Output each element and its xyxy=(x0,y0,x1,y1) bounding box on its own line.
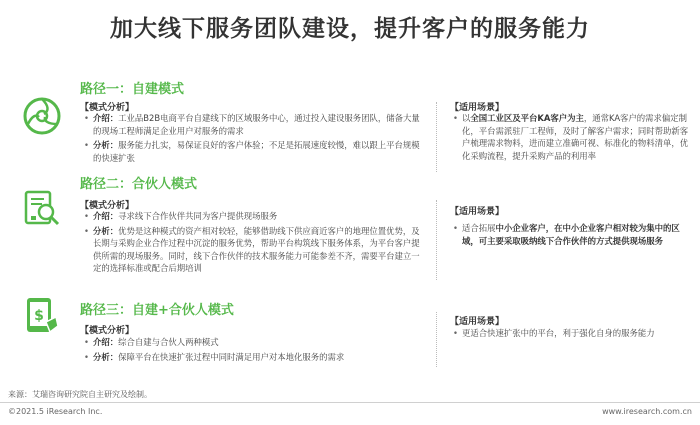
path-1-scene xyxy=(452,112,692,164)
path-1-title: 路径一：自建模式 xyxy=(80,82,185,97)
footer-divider xyxy=(0,402,700,403)
svg-text:$: $ xyxy=(34,308,44,324)
path-2-analysis-item: • 分析：优势是这种模式的资产相对较轻，能够借助线下供应商近客户的地理位置优势，及长期与采购企业合作过程中沉淀的服务优势，帮助平台构筑线下服务体系，为平台客户提供所需的现场服务。同时，线下合作伙伴的技术服务能力可能参差不齐，需要平台建立一定的选择标准或配合后期培训 xyxy=(83,225,423,275)
path-3-title: 路径三：自建+合伙人模式 xyxy=(80,303,234,318)
source-note: 来源：艾瑞咨询研究院自主研究及绘制。 xyxy=(8,390,152,399)
path-2-scene-item: • 适合拓展中小企业客户，在中小企业客户相对较为集中的区域，可主要采取吸纳线下合作伙伴的方式提供现场服务 xyxy=(452,222,692,247)
path-2-divider xyxy=(436,200,437,280)
path-3-scene-item: • 更适合快速扩张中的平台，利于强化自身的服务能力 xyxy=(452,327,692,340)
path-1-divider xyxy=(436,102,437,172)
path-2-analysis xyxy=(83,210,423,277)
path-2-title: 路径二：合伙人模式 xyxy=(80,177,198,192)
path-1-analysis-head: 【模式分析】 xyxy=(80,103,135,113)
self-build-icon xyxy=(22,96,62,136)
path-2-scene-head: 【适用场景】 xyxy=(450,207,505,217)
path-1-intro: • 介绍：工业品B2B电商平台自建线下的区域服务中心，通过投入建设服务团队，储备大量的现场工程师满足企业用户对服务的需求 xyxy=(83,112,423,137)
copyright: ©2021.5 iResearch Inc. xyxy=(8,407,103,416)
page-title: 加大线下服务团队建设，提升客户的服务能力 xyxy=(110,16,590,42)
website-link[interactable]: www.iresearch.com.cn xyxy=(602,407,692,416)
path-1-scene-item: • 以全国工业区及平台KA客户为主，通常KA客户的需求偏定制化，平台需派驻厂工程师，及时了解客户需求；同时帮助新客户梳理需求物料，进而建立准确可视、标准化的物料清单，优化采购流程，提升采购产品的利用率 xyxy=(452,112,692,162)
path-3-analysis-item: • 分析：保障平台在快速扩张过程中同时满足用户对本地化服务的需求 xyxy=(83,351,423,364)
hybrid-tablet-icon xyxy=(22,296,62,336)
path-3-analysis xyxy=(83,336,423,365)
path-2-scene xyxy=(452,222,692,249)
path-2-analysis-head: 【模式分析】 xyxy=(80,201,135,211)
path-1-analysis xyxy=(83,112,423,166)
path-2-intro: • 介绍：寻求线下合作伙伴共同为客户提供现场服务 xyxy=(83,210,423,223)
path-1-analysis-item: • 分析：服务能力扎实，易保证良好的客户体验；不足是拓展速度较慢，难以跟上平台规模的快速扩张 xyxy=(83,139,423,164)
path-1-scene-head: 【适用场景】 xyxy=(450,103,505,113)
path-3-divider xyxy=(436,312,437,367)
partner-search-icon xyxy=(22,189,62,229)
path-3-scene xyxy=(452,327,692,342)
path-3-analysis-head: 【模式分析】 xyxy=(80,326,135,336)
path-3-scene-head: 【适用场景】 xyxy=(450,317,505,327)
path-3-intro: • 介绍：综合自建与合伙人两种模式 xyxy=(83,336,423,349)
